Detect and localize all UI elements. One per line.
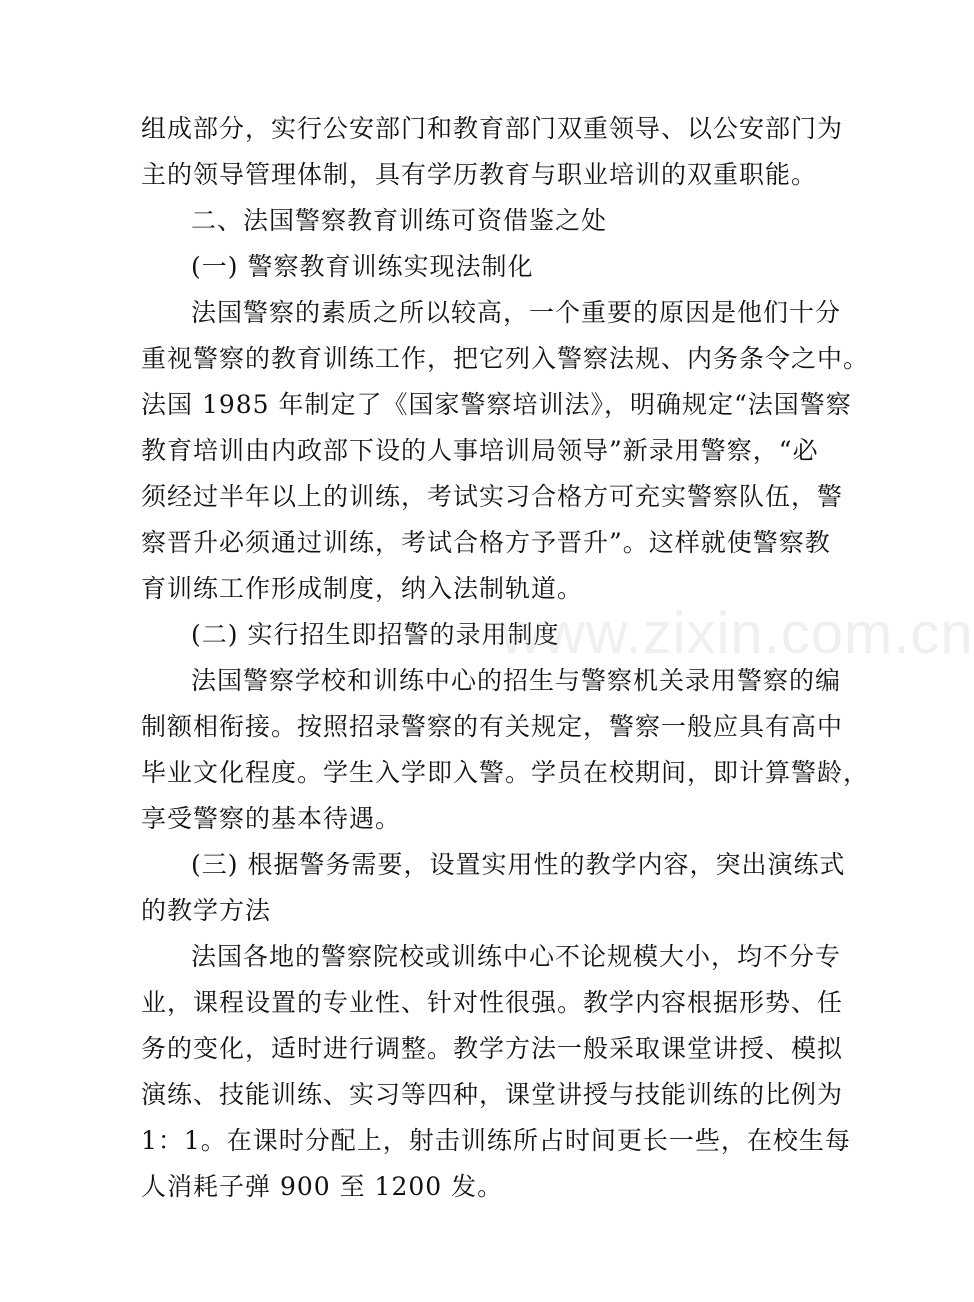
text-line: 的教学方法: [141, 896, 272, 925]
text-line: 组成部分，实行公安部门和教育部门双重领导、以公安部门为: [141, 114, 844, 143]
subsection-heading: (三) 根据警务需要，设置实用性的教学内容，突出演练式: [191, 850, 846, 879]
text-line: 主的领导管理体制，具有学历教育与职业培训的双重职能。: [141, 160, 818, 189]
text-line: 察晋升必须通过训练，考试合格方予晋升”。这样就使警察教: [141, 528, 831, 557]
text-line: 制额相衔接。按照招录警察的有关规定，警察一般应具有高中: [141, 712, 844, 741]
text-line: 业，课程设置的专业性、针对性很强。教学内容根据形势、任: [141, 988, 844, 1017]
watermark-text: www.zixin.com.cn: [500, 601, 974, 666]
document-body: [141, 106, 870, 1210]
text-line: 演练、技能训练、实习等四种，课堂讲授与技能训练的比例为: [141, 1080, 844, 1109]
text-line: 人消耗子弹 900 至 1200 发。: [141, 1172, 504, 1201]
paragraph-start-line: 法国警察的素质之所以较高，一个重要的原因是他们十分: [191, 298, 842, 327]
text-line: 须经过半年以上的训练，考试实习合格方可充实警察队伍，警: [141, 482, 844, 511]
text-line: 毕业文化程度。学生入学即入警。学员在校期间，即计算警龄，: [141, 758, 870, 787]
paragraph-start-line: 法国警察学校和训练中心的招生与警察机关录用警察的编: [191, 666, 842, 695]
text-line: 务的变化，适时进行调整。教学方法一般采取课堂讲授、模拟: [141, 1034, 844, 1063]
section-heading: 二、法国警察教育训练可资借鉴之处: [191, 206, 608, 235]
text-line: 1：1。在课时分配上，射击训练所占时间更长一些，在校生每: [141, 1126, 851, 1155]
text-line: 享受警察的基本待遇。: [141, 804, 402, 833]
text-line: 教育培训由内政部下设的人事培训局领导”新录用警察，“必: [141, 436, 819, 465]
subsection-heading: (一) 警察教育训练实现法制化: [191, 252, 534, 281]
text-line: 法国 1985 年制定了《国家警察培训法》，明确规定“法国警察: [141, 390, 852, 419]
paragraph-start-line: 法国各地的警察院校或训练中心不论规模大小，均不分专: [191, 942, 842, 971]
text-line: 重视警察的教育训练工作，把它列入警察法规、内务条令之中。: [141, 344, 870, 373]
text-line: 育训练工作形成制度，纳入法制轨道。: [141, 574, 584, 603]
subsection-heading: (二) 实行招生即招警的录用制度: [191, 620, 560, 649]
